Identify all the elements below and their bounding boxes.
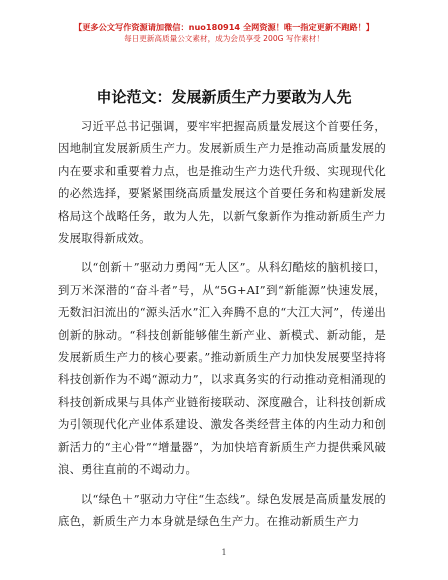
document-title: 申论范文：发展新质生产力要敢为人先 — [96, 88, 352, 106]
paragraph-2: 以“创新＋”驱动力勇闯“无人区”。从科幻酷炫的脑机接口，到万米深潜的“奋斗者”号，从“5G+AI”到“新能源”快速发展，无数汩汩流出的“源头活水”汇入奔腾不息的“大江大河”，传递出创新的脉动。“科技创新能够催生新产业、新模式、新动能，是发展新质生产力的核心要素。”推动新质生产力加快发展要坚持将科技创新作为不竭“源动力”，以求真务实的行动推动竞相涌现的科技创新成果与具体产业链衔接联动、深度融合，让科技创新成为引领现代化产业体系建设、激发各类经营主体的内生动力和创新活力的“主心骨”“增量器”，为加快培育新质生产力提供乘风破浪、勇往直前的不竭动力。 — [58, 260, 386, 477]
header-banner — [0, 22, 448, 44]
paragraph-3: 以“绿色＋”驱动力守住“生态线”。绿色发展是高质量发展的底色，新质生产力本身就是绿色生产力。在推动新质生产力 — [58, 491, 386, 528]
paragraph-1: 习近平总书记强调，要牢牢把握高质量发展这个首要任务，因地制宜发展新质生产力。发展新质生产力是推动高质量发展的内在要求和重要着力点，也是推动生产力迭代升级、实现现代化的必然选择，要紧紧围绕高质量发展这个首要任务和构建新发展格局这个战略任务，敢为人先，以新气象新作为推动新质生产力发展取得新成效。 — [58, 119, 386, 246]
banner-line-membership: 每日更新高质量公文素材，成为会员享受 200G 写作素材！ — [124, 34, 324, 43]
page-number: 1 — [221, 548, 227, 557]
document-body — [58, 115, 386, 539]
banner-line-wechat: 【更多公文写作资源请加微信：nuo180914 全网资源！唯一指定更新不跑路！】 — [74, 22, 374, 32]
